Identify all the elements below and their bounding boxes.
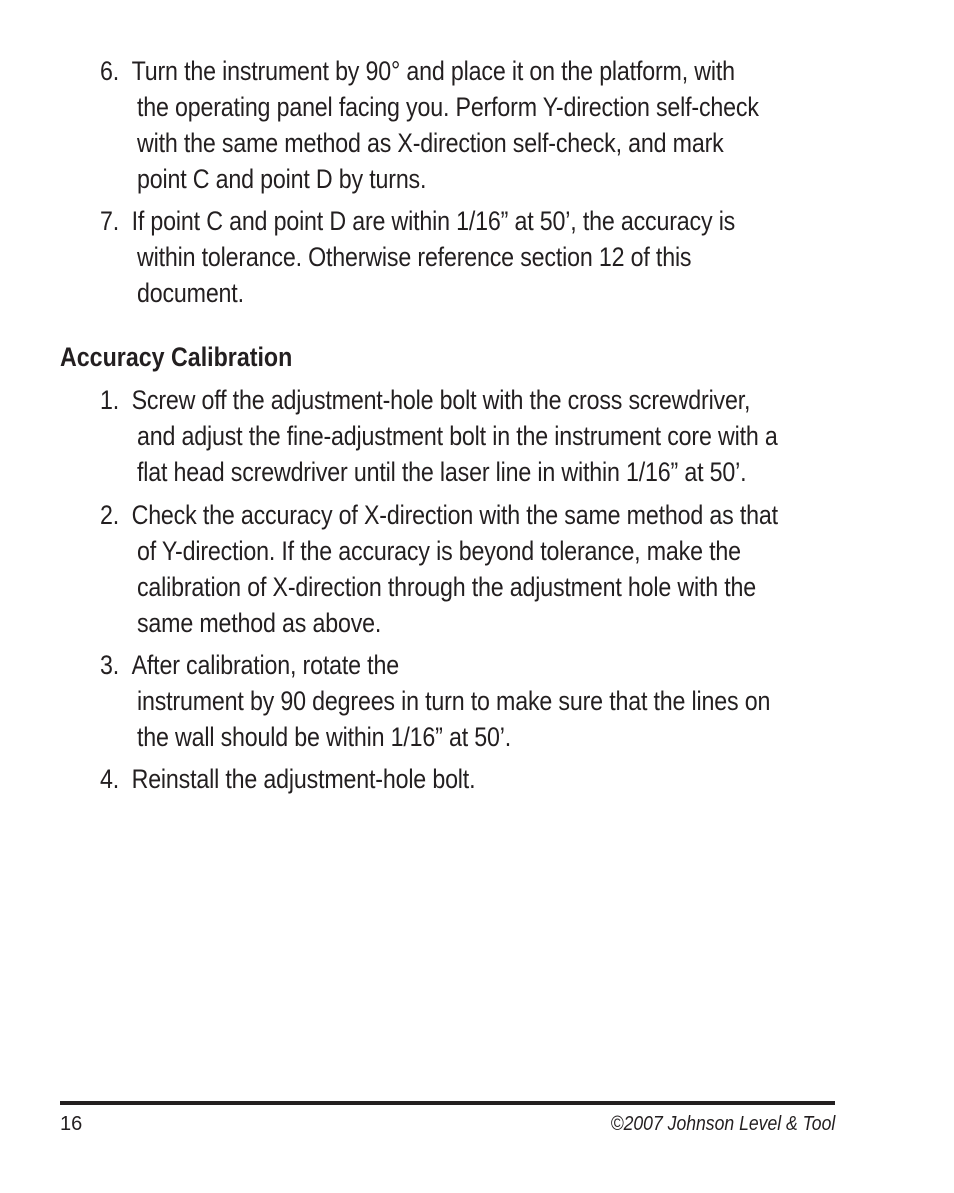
calibration-step-2-line-2: of Y-direction. If the accuracy is beyond tolerance, make the	[136, 536, 741, 566]
calibration-step-3-line-3: the wall should be within 1/16” at 50’.	[136, 722, 512, 752]
step-7-line-2: within tolerance. Otherwise reference section 12 of this	[136, 242, 692, 272]
list-item-calibration-step-1	[100, 382, 778, 490]
calibration-step-1-line-1: 1. Screw off the adjustment-hole bolt with the cross screwdriver,	[100, 385, 751, 415]
calibration-step-2-line-4: same method as above.	[136, 608, 382, 638]
section-heading: Accuracy Calibration	[60, 342, 293, 372]
calibration-step-1-number: 1.	[100, 385, 120, 415]
list-item-calibration-step-3	[100, 647, 771, 755]
calibration-step-4-line-1: 4. Reinstall the adjustment-hole bolt.	[100, 764, 476, 794]
step-6-line-3: with the same method as X-direction self-check, and mark	[136, 128, 724, 158]
step-6-number: 6.	[100, 56, 120, 86]
calibration-step-3-line-1: 3. After calibration, rotate the	[100, 650, 399, 680]
list-item-calibration-step-2	[100, 497, 778, 641]
calibration-step-1-line-2: and adjust the fine-adjustment bolt in the instrument core with a	[136, 421, 778, 451]
calibration-step-4-number: 4.	[100, 764, 120, 794]
list-item-calibration-step-4	[100, 761, 736, 797]
copyright-notice: ©2007 Johnson Level & Tool	[610, 1113, 835, 1135]
calibration-step-2-line-1: 2. Check the accuracy of X-direction with the same method as that	[100, 500, 778, 530]
footer-divider	[60, 1101, 835, 1105]
list-item-step-6	[100, 53, 759, 197]
step-7-line-3: document.	[136, 278, 244, 308]
step-6-line-2: the operating panel facing you. Perform Y-direction self-check	[136, 92, 759, 122]
page-number: 16	[60, 1113, 83, 1135]
calibration-step-2-number: 2.	[100, 500, 120, 530]
step-6-line-4: point C and point D by turns.	[136, 164, 427, 194]
step-7-line-1: 7. If point C and point D are within 1/16” at 50’, the accuracy is	[100, 206, 736, 236]
calibration-step-1-line-3: flat head screwdriver until the laser line in within 1/16” at 50’.	[136, 457, 747, 487]
calibration-step-3-number: 3.	[100, 650, 120, 680]
calibration-step-3-line-2: instrument by 90 degrees in turn to make sure that the lines on	[136, 686, 771, 716]
step-6-line-1: 6. Turn the instrument by 90° and place it on the platform, with	[100, 56, 735, 86]
step-7-number: 7.	[100, 206, 120, 236]
calibration-step-2-line-3: calibration of X-direction through the adjustment hole with the	[136, 572, 757, 602]
list-item-step-7	[100, 203, 736, 311]
